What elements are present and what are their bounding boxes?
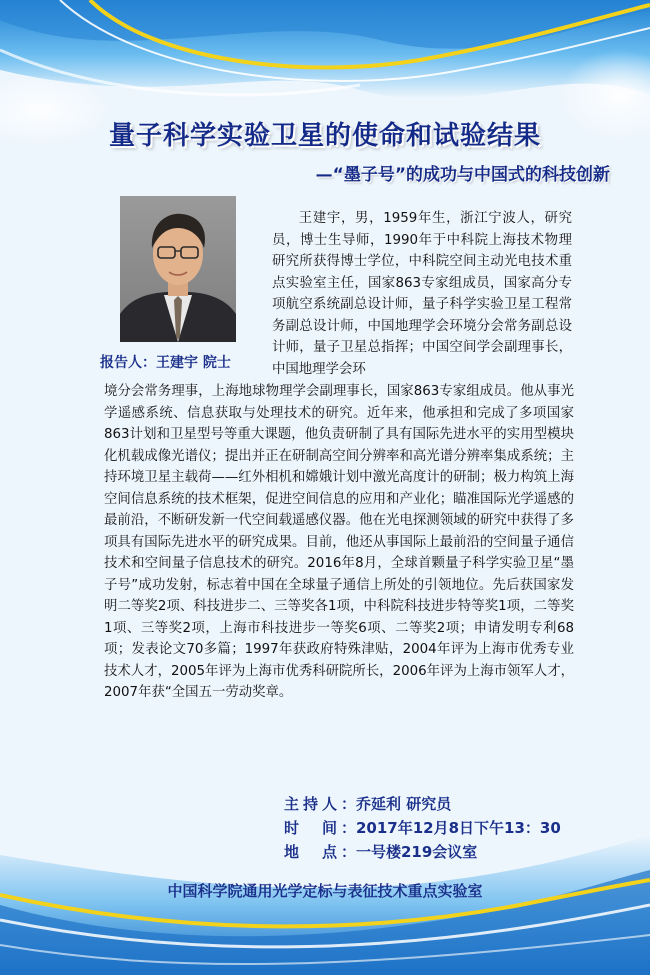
host-value: 乔延利 研究员: [356, 795, 452, 813]
time-label: 时 间：: [284, 819, 356, 837]
speaker-bio-bottom: 境分会常务理事，上海地球物理学会副理事长，国家863专家组成员。他从事光学遥感系统、信息获取与处理技术的研究。近年来，他承担和完成了多项国家863计划和卫星型号等重大课题，他负责研制了具有国际先进水平的实用型模块化机载成像光谱仪；提出并正在研制高空间分辨率和高光谱分辨率集成系统；主持环境卫星主载荷——红外相机和嫦娥计划中激光高度计的研制；极力构筑上海空间信息系统的技术框架，促进空间信息的应用和产业化；瞄准国际光学遥感的最前沿，不断研发新一代空间载遥感仪器。他在光电探测领域的研究中获得了多项具有国际先进水平的研究成果。目前，他还从事国际上最前沿的空间量子通信技术和空间量子信息技术的研究。2016年8月，全球首颗量子科学实验卫星“墨子号”成功发射，标志着中国在全球量子通信上所处的引领地位。先后获国家发明二等奖2项、科技进步二、三等奖各1项，中科院科技进步特等奖1项，二等奖1项、三等奖2项，上海市科技进步一等奖6项、二等奖2项；申请发明专利68项；发表论文70多篇；1997年获政府特殊津贴，2004年评为上海市优秀专业技术人才，2005年评为上海市优秀科研院所长，2006年评为上海市领军人才，2007年获“全国五一劳动奖章。: [104, 384, 574, 700]
time-value: 2017年12月8日下午13：30: [356, 819, 561, 837]
poster-subtitle: —“墨子号”的成功与中国式的科技创新: [315, 165, 610, 185]
place-label: 地 点：: [284, 843, 356, 861]
speaker-caption: 报告人：王建宇 院士: [100, 355, 231, 371]
place-value: 一号楼219会议室: [356, 843, 478, 861]
portrait-illustration: [120, 196, 236, 342]
host-row: [284, 793, 451, 814]
organizer-footer: 中国科学院通用光学定标与表征技术重点实验室: [167, 882, 483, 900]
time-row: [284, 817, 561, 838]
host-label: 主持人：: [284, 795, 356, 813]
speaker-portrait: [120, 196, 236, 342]
speaker-bio-top: 王建宇，男，1959年生，浙江宁波人，研究员，博士生导师，1990年于中科院上海技术物理研究所获得博士学位，中科院空间主动光电技术重点实验室主任，国家863专家组成员，国家高分专项航空系统副总设计师，量子科学实验卫星工程常务副总设计师，中国地理学会环境分会常务副总设计师，量子卫星总指挥；中国空间学会副理事长，中国地理学会环: [272, 211, 572, 377]
poster-title: 量子科学实验卫星的使命和试验结果: [108, 121, 541, 151]
place-row: [284, 841, 477, 862]
